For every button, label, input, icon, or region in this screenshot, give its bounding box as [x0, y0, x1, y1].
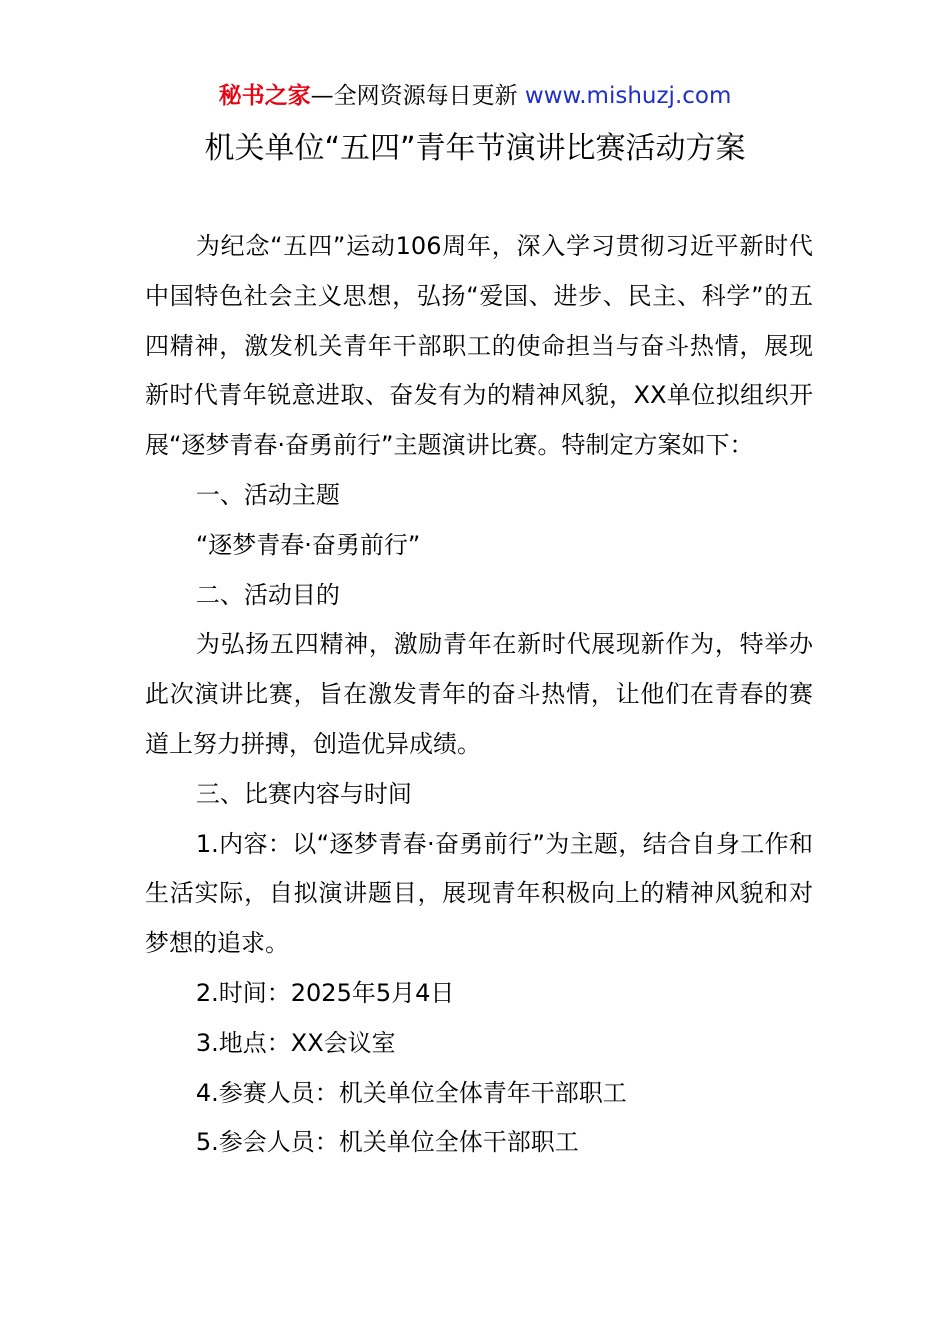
- section-heading-content-time: 三、比赛内容与时间: [195, 779, 412, 808]
- section-heading-theme: 一、活动主题: [195, 480, 340, 509]
- participants-item: 4.参赛人员：机关单位全体青年干部职工: [195, 1078, 627, 1107]
- purpose-paragraph: 为弘扬五四精神，激励青年在新时代展现新作为，特举办此次演讲比赛，旨在激发青年的奋斗热情，让他们在青春的赛道上努力拼搏，创造优异成绩。: [145, 630, 813, 758]
- theme-text: “逐梦青春·奋勇前行”: [195, 530, 421, 559]
- site-header: [0, 80, 950, 112]
- location-item: 3.地点：XX会议室: [195, 1028, 396, 1057]
- site-url-link[interactable]: www.mishuzj.com: [517, 83, 732, 109]
- document-title: 机关单位“五四”青年节演讲比赛活动方案: [204, 131, 746, 166]
- section-heading-purpose: 二、活动目的: [195, 580, 340, 609]
- time-item: 2.时间：2025年5月4日: [195, 978, 455, 1007]
- content-item: 1.内容：以“逐梦青春·奋勇前行”为主题，结合自身工作和生活实际，自拟演讲题目，展现青年积极向上的精神风貌和对梦想的追求。: [145, 829, 813, 958]
- document-body: [145, 222, 813, 1168]
- site-brand: 秘书之家: [218, 83, 311, 109]
- intro-paragraph: 为纪念“五四”运动106周年，深入学习贯彻习近平新时代中国特色社会主义思想，弘扬“爱国、进步、民主、科学”的五四精神，激发机关青年干部职工的使命担当与奋斗热情，展现新时代青年锐意进取、奋发有为的精神风貌，XX单位拟组织开展“逐梦青春·奋勇前行”主题演讲比赛。特制定方案如下：: [145, 232, 813, 460]
- site-slogan: —全网资源每日更新: [310, 83, 518, 109]
- attendees-item: 5.参会人员：机关单位全体干部职工: [195, 1128, 579, 1157]
